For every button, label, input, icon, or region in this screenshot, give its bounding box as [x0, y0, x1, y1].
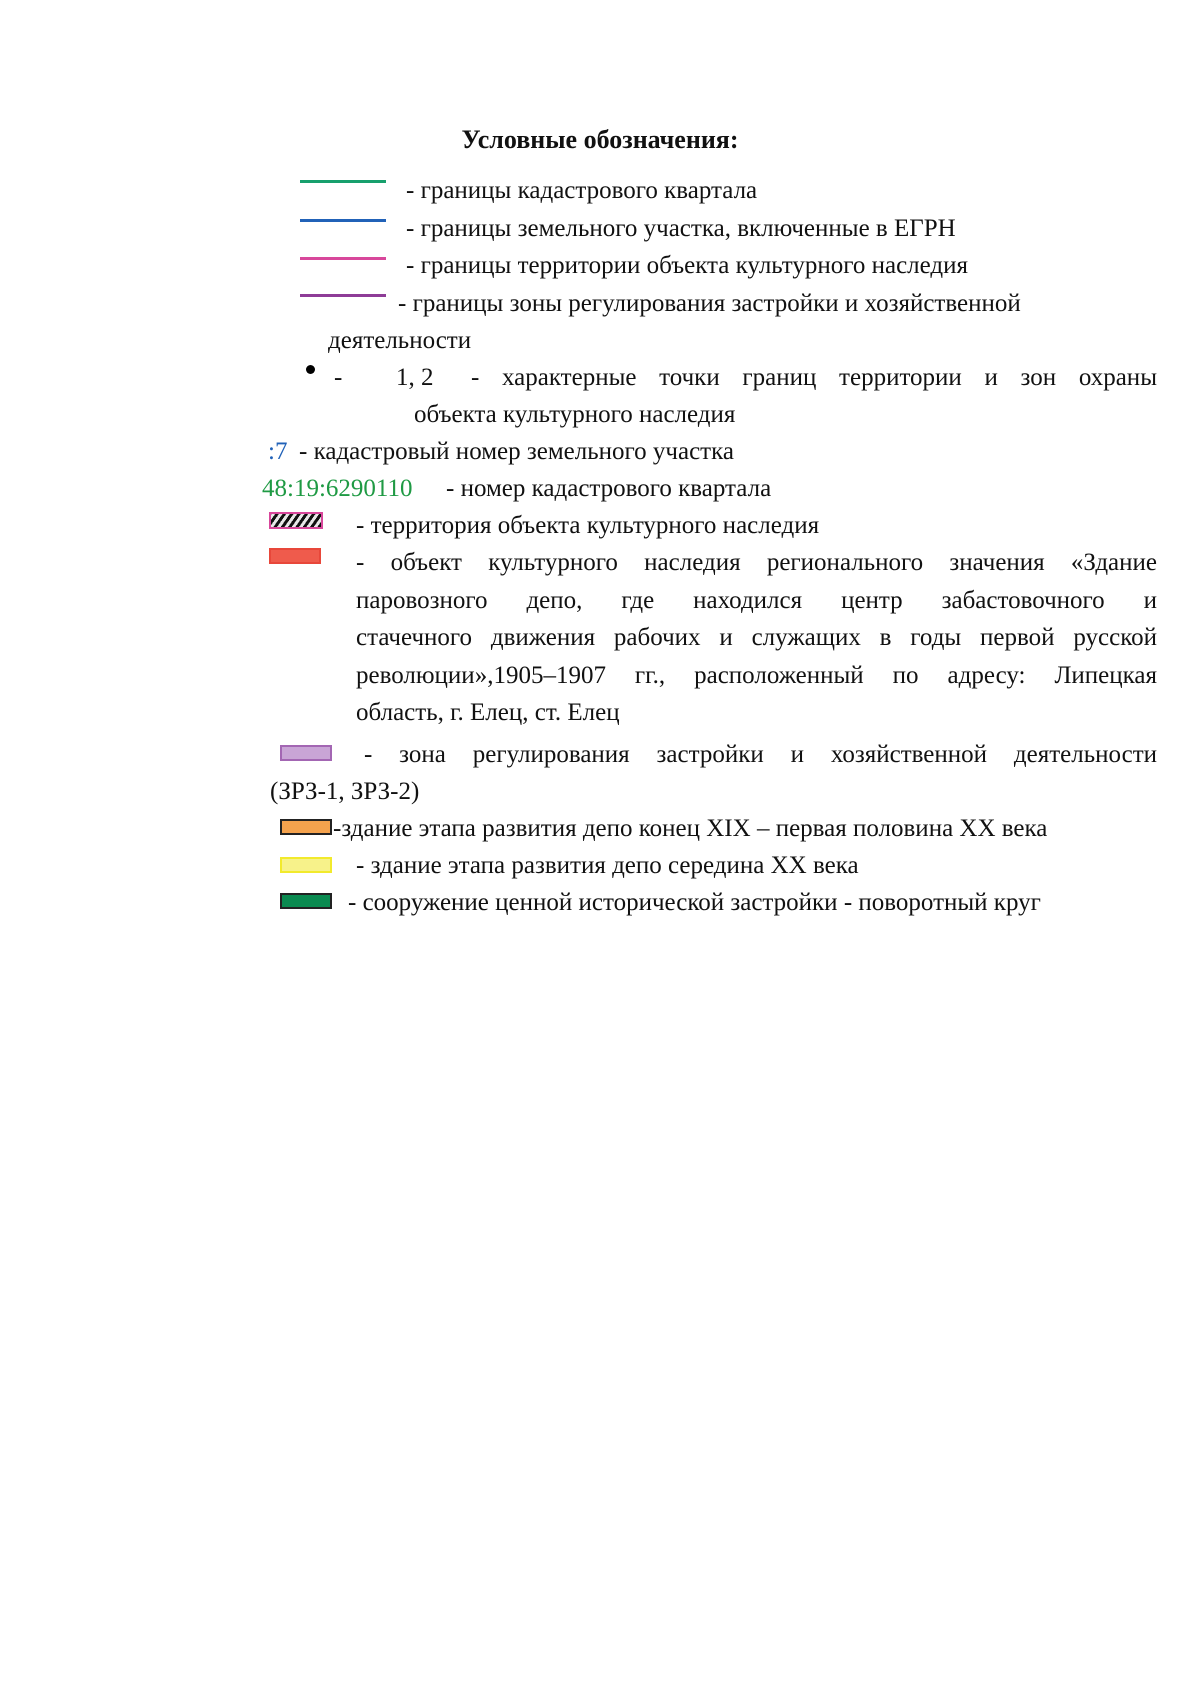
cadastral-quarter-line-label: - границы кадастрового квартала: [406, 177, 758, 204]
land-plot-line-label: - границы земельного участка, включенные в ЕГРН: [406, 215, 956, 242]
heritage-object-line-4: революции»,1905–1907 гг., расположенный по адресу: Липецкая: [356, 661, 1157, 689]
depo-stage-2-label: - здание этапа развития депо середина XX века: [356, 852, 859, 879]
points-label: - характерные точки границ территории и зон охраны: [471, 364, 1157, 391]
regulation-zone-area-label: - зона регулирования застройки и хозяйственной деятельности: [364, 741, 1157, 768]
turntable-fill-symbol: [280, 893, 332, 909]
legend-title: Условные обозначения:: [461, 125, 739, 154]
heritage-object-line-3: стачечного движения рабочих и служащих в годы первой русской: [356, 624, 1157, 651]
heritage-territory-area-label: - территория объекта культурного наследия: [356, 512, 820, 539]
regulation-zone-line-label: - границы зоны регулирования застройки и хозяйственной: [398, 290, 1021, 317]
regulation-zone-line-symbol: [300, 294, 386, 297]
points-numbers: 1, 2: [396, 364, 434, 391]
regulation-zone-area-label-cont: (ЗРЗ-1, ЗРЗ-2): [270, 778, 420, 805]
depo-stage-1-label: -здание этапа развития депо конец XIX – первая половина XX века: [333, 815, 1048, 842]
heritage-territory-line-label: - границы территории объекта культурного наследия: [406, 252, 969, 279]
turntable-label: - сооружение ценной исторической застройки - поворотный круг: [348, 889, 1041, 916]
heritage-object-line-2: паровозного депо, где находился центр забастовочного и: [356, 586, 1157, 614]
quarter-number-sample: 48:19:6290110: [262, 475, 413, 502]
characteristic-point-symbol: [306, 365, 315, 374]
heritage-territory-line-symbol: [300, 257, 386, 260]
heritage-object-description: [356, 544, 1157, 732]
regulation-zone-fill-symbol: [280, 745, 332, 761]
depo-stage-2-fill-symbol: [280, 857, 332, 873]
heritage-object-line-5: область, г. Елец, ст. Елец: [356, 699, 620, 726]
cadastral-quarter-line-symbol: [300, 180, 386, 183]
heritage-object-line-1: - объект культурного наследия регионального значения «Здание: [356, 549, 1157, 576]
cadastral-number-label: - кадастровый номер земельного участка: [299, 438, 734, 465]
points-dash: -: [334, 364, 343, 391]
points-label-cont: объекта культурного наследия: [414, 401, 736, 428]
heritage-object-fill-symbol: [269, 548, 321, 564]
quarter-number-label: - номер кадастрового квартала: [446, 475, 772, 502]
heritage-territory-hatch-symbol: [269, 512, 323, 529]
cadastral-number-sample: :7: [268, 438, 288, 465]
depo-stage-1-fill-symbol: [280, 819, 332, 835]
regulation-zone-line-label-cont: деятельности: [328, 327, 472, 354]
land-plot-line-symbol: [300, 219, 386, 222]
